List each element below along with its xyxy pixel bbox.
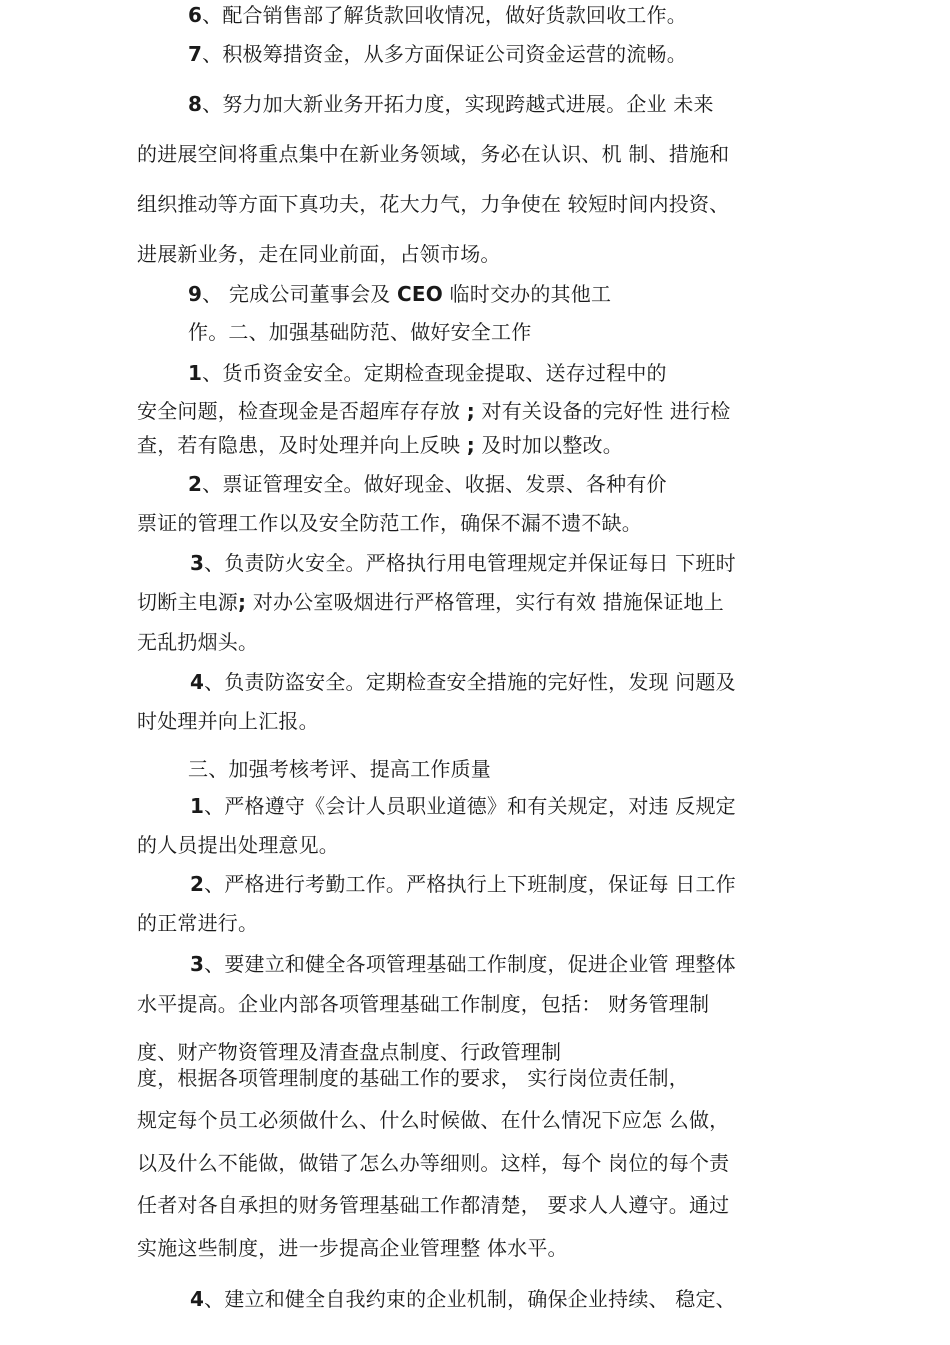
text-line	[190, 871, 736, 897]
line-text: 、负责防盗安全。定期检查安全措施的完好性，发现 问题及	[204, 670, 736, 694]
line-text: 水平提高。企业内部各项管理基础工作制度，包括： 财务管理制	[137, 992, 710, 1016]
line-text: 、 完成公司董事会及	[202, 282, 398, 306]
ceo-text: CEO	[397, 282, 443, 306]
semicolon: ;	[466, 399, 475, 423]
line-text: 以及什么不能做，做错了怎么办等细则。这样，每个 岗位的每个责	[137, 1151, 730, 1175]
item-number: 4	[190, 1287, 205, 1311]
line-text: 规定每个员工必须做什么、什么时候做、在什么情况下应怎 么做，	[137, 1108, 730, 1132]
line-text: 的人员提出处理意见。	[137, 833, 339, 857]
line-text: 切断主电源	[137, 590, 238, 614]
text-line	[137, 1192, 729, 1218]
line-text: 查，若有隐患，及时处理并向上反映	[137, 433, 467, 457]
text-line	[137, 629, 258, 655]
line-text: 进展新业务，走在同业前面，占领市场。	[137, 242, 501, 266]
line-text: 安全问题，检查现金是否超库存存放	[137, 399, 467, 423]
line-text: 对有关设备的完好性 进行检	[474, 399, 731, 423]
text-line	[137, 191, 729, 217]
text-line	[137, 589, 724, 615]
text-line	[188, 471, 667, 497]
text-line	[137, 510, 642, 536]
item-number: 4	[190, 670, 205, 694]
line-text: 对办公室吸烟进行严格管理，实行有效 措施保证地上	[246, 590, 724, 614]
line-text: 及时加以整改。	[474, 433, 623, 457]
line-text: 三、加强考核考评、提高工作质量	[188, 757, 491, 781]
line-text: 度，根据各项管理制度的基础工作的要求， 实行岗位责任制，	[137, 1066, 689, 1090]
line-text: 、积极筹措资金，从多方面保证公司资金运营的流畅。	[202, 42, 687, 66]
line-text: 无乱扔烟头。	[137, 630, 259, 654]
line-text: 作。二、加强基础防范、做好安全工作	[188, 320, 532, 344]
item-number: 1	[188, 361, 203, 385]
item-number: 8	[188, 92, 203, 116]
line-text: 、负责防火安全。严格执行用电管理规定并保证每日 下班时	[204, 551, 736, 575]
text-line	[137, 432, 623, 458]
line-text: 组织推动等方面下真功夫，花大力气，力争使在 较短时间内投资、	[137, 192, 730, 216]
text-line	[137, 1150, 729, 1176]
item-number: 1	[190, 794, 205, 818]
text-line	[188, 281, 611, 307]
item-number: 2	[188, 472, 203, 496]
text-line	[137, 708, 319, 734]
text-line	[188, 41, 687, 67]
line-text: 票证的管理工作以及安全防范工作，确保不漏不遗不缺。	[137, 511, 642, 535]
text-line	[190, 1286, 736, 1312]
text-line	[188, 91, 714, 117]
text-line	[137, 1039, 561, 1065]
text-line	[190, 951, 736, 977]
line-text: 、建立和健全自我约束的企业机制，确保企业持续、 稳定、	[204, 1287, 736, 1311]
line-text: 的进展空间将重点集中在新业务领域，务必在认识、机 制、措施和	[137, 142, 730, 166]
line-text: 、票证管理安全。做好现金、收据、发票、各种有价	[202, 472, 667, 496]
text-line	[137, 1107, 729, 1133]
item-number: 9	[188, 282, 203, 306]
line-text: 实施这些制度，进一步提高企业管理整 体水平。	[137, 1236, 568, 1260]
text-line	[137, 991, 709, 1017]
text-line	[188, 319, 531, 345]
text-line	[137, 910, 258, 936]
text-line	[188, 2, 687, 28]
line-text: 度、财产物资管理及清查盘点制度、行政管理制	[137, 1040, 562, 1064]
text-line	[137, 398, 730, 424]
text-line	[137, 141, 729, 167]
item-number: 7	[188, 42, 203, 66]
line-text: 、货币资金安全。定期检查现金提取、送存过程中的	[202, 361, 667, 385]
text-line	[137, 832, 339, 858]
item-number: 6	[188, 3, 203, 27]
line-text: 、努力加大新业务开拓力度，实现跨越式进展。企业 未来	[202, 92, 714, 116]
line-text: 、要建立和健全各项管理基础工作制度，促进企业管 理整体	[204, 952, 736, 976]
line-text: 任者对各自承担的财务管理基础工作都清楚， 要求人人遵守。通过	[137, 1193, 730, 1217]
text-line	[137, 1065, 689, 1091]
text-line	[190, 550, 736, 576]
semicolon: ;	[466, 433, 475, 457]
line-text: 、配合销售部了解货款回收情况，做好货款回收工作。	[202, 3, 687, 27]
line-text: 的正常进行。	[137, 911, 259, 935]
text-line	[190, 669, 736, 695]
section-heading	[188, 756, 491, 782]
text-line	[188, 360, 667, 386]
item-number: 2	[190, 872, 205, 896]
line-text: 、严格进行考勤工作。严格执行上下班制度，保证每 日工作	[204, 872, 736, 896]
text-line	[190, 793, 736, 819]
item-number: 3	[190, 952, 205, 976]
line-text: 、严格遵守《会计人员职业道德》和有关规定，对违 反规定	[204, 794, 736, 818]
text-line	[137, 241, 501, 267]
line-text: 时处理并向上汇报。	[137, 709, 319, 733]
text-line	[137, 1235, 568, 1261]
item-number: 3	[190, 551, 205, 575]
semicolon: ;	[238, 590, 247, 614]
line-text: 临时交办的其他工	[443, 282, 612, 306]
